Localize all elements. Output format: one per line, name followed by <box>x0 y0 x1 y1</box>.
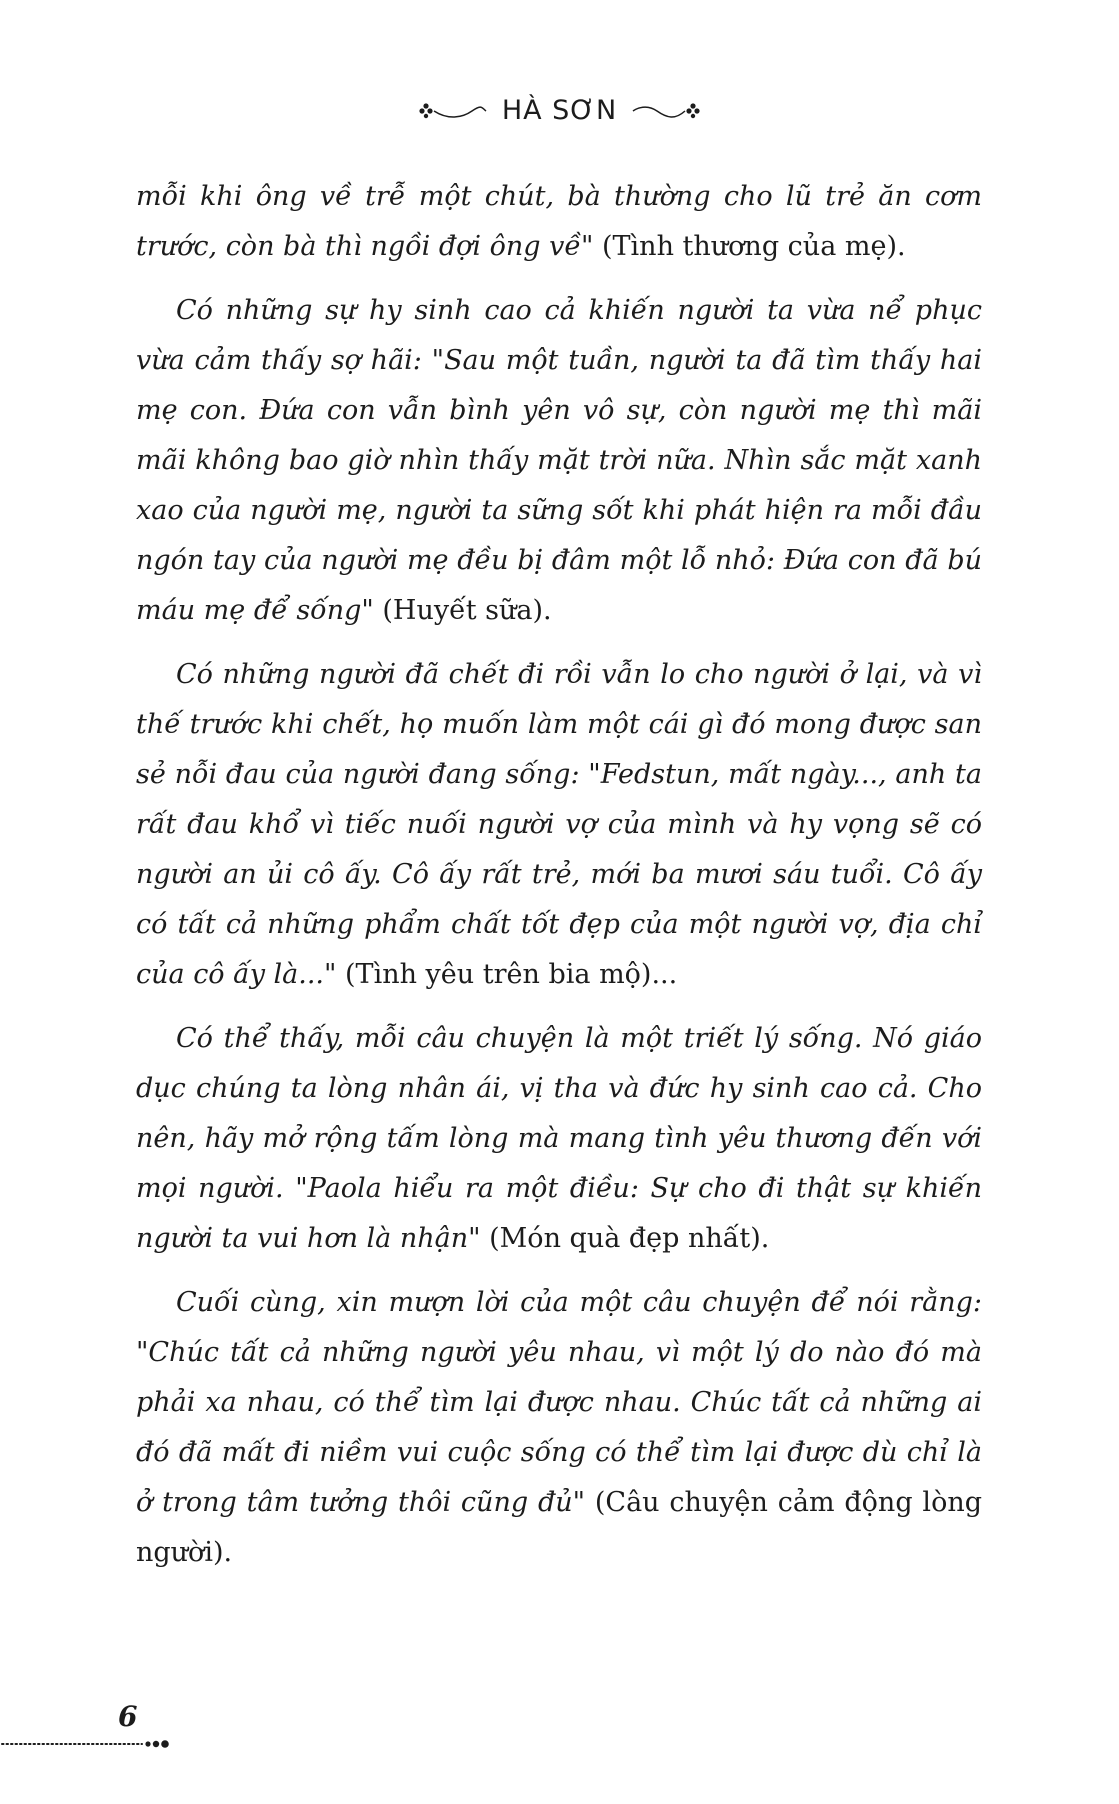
right-ornament-icon <box>631 98 701 122</box>
quote-text: Có thể thấy, mỗi câu chuyện là một triết lý sống. Nó giáo dục chúng ta lòng nhân ái, vị tha và đức hy sinh cao cả. Cho nên, hãy mở rộng tấm lòng mà mang tình yêu thương đến với mọi người. "Paola hiểu ra một điều: Sự cho đi thật sự khiến người ta vui hơn là nhận" <box>136 1023 982 1254</box>
page-number: 6 <box>118 1700 138 1733</box>
page-footer <box>0 1700 200 1760</box>
quote-text: Có những người đã chết đi rồi vẫn lo cho người ở lại, và vì thế trước khi chết, họ muốn làm một cái gì đó mong được san sẻ nỗi đau của người đang sống: "Fedstun, mất ngày..., anh ta rất đau khổ vì tiếc nuối người vợ của mình và hy vọng sẽ có người an ủi cô ấy. Cô ấy rất trẻ, mới ba mươi sáu tuổi. Cô ấy có tất cả những phẩm chất tốt đẹp của một người vợ, địa chỉ của cô ấy là..." <box>136 659 982 990</box>
dotted-leader-icon <box>0 1736 170 1756</box>
source-title: (Huyết sữa). <box>373 595 552 626</box>
paragraph <box>136 650 982 1000</box>
paragraph <box>136 286 982 636</box>
paragraph <box>136 1014 982 1264</box>
source-title: (Tình thương của mẹ). <box>593 231 906 262</box>
source-title: (Câu chuyện cảm động lòng người). <box>136 1487 982 1568</box>
source-title: (Tình yêu trên bia mộ)... <box>336 959 678 990</box>
paragraph <box>136 1278 982 1578</box>
left-ornament-icon <box>418 98 488 122</box>
quote-text: mỗi khi ông về trễ một chút, bà thường cho lũ trẻ ăn cơm trước, còn bà thì ngồi đợi ông về" <box>136 181 982 262</box>
body-text <box>136 172 982 1592</box>
quote-text: Có những sự hy sinh cao cả khiến người ta vừa nể phục vừa cảm thấy sợ hãi: "Sau một tuần, người ta đã tìm thấy hai mẹ con. Đứa con vẫn bình yên vô sự, còn người mẹ thì mãi mãi không bao giờ nhìn thấy mặt trời nữa. Nhìn sắc mặt xanh xao của người mẹ, người ta sững sốt khi phát hiện ra mỗi đầu ngón tay của người mẹ đều bị đâm một lỗ nhỏ: Đứa con đã bú máu mẹ để sống" <box>136 295 982 626</box>
header-title: HÀ SƠN <box>501 94 618 126</box>
source-title: (Món quà đẹp nhất). <box>480 1223 770 1254</box>
quote-text: Cuối cùng, xin mượn lời của một câu chuyện để nói rằng: "Chúc tất cả những người yêu nhau, vì một lý do nào đó mà phải xa nhau, có thể tìm lại được nhau. Chúc tất cả những ai đó đã mất đi niềm vui cuộc sống có thể tìm lại được dù chỉ là ở trong tâm tưởng thôi cũng đủ" <box>136 1287 982 1518</box>
paragraph <box>136 172 982 272</box>
running-header <box>0 90 1119 130</box>
